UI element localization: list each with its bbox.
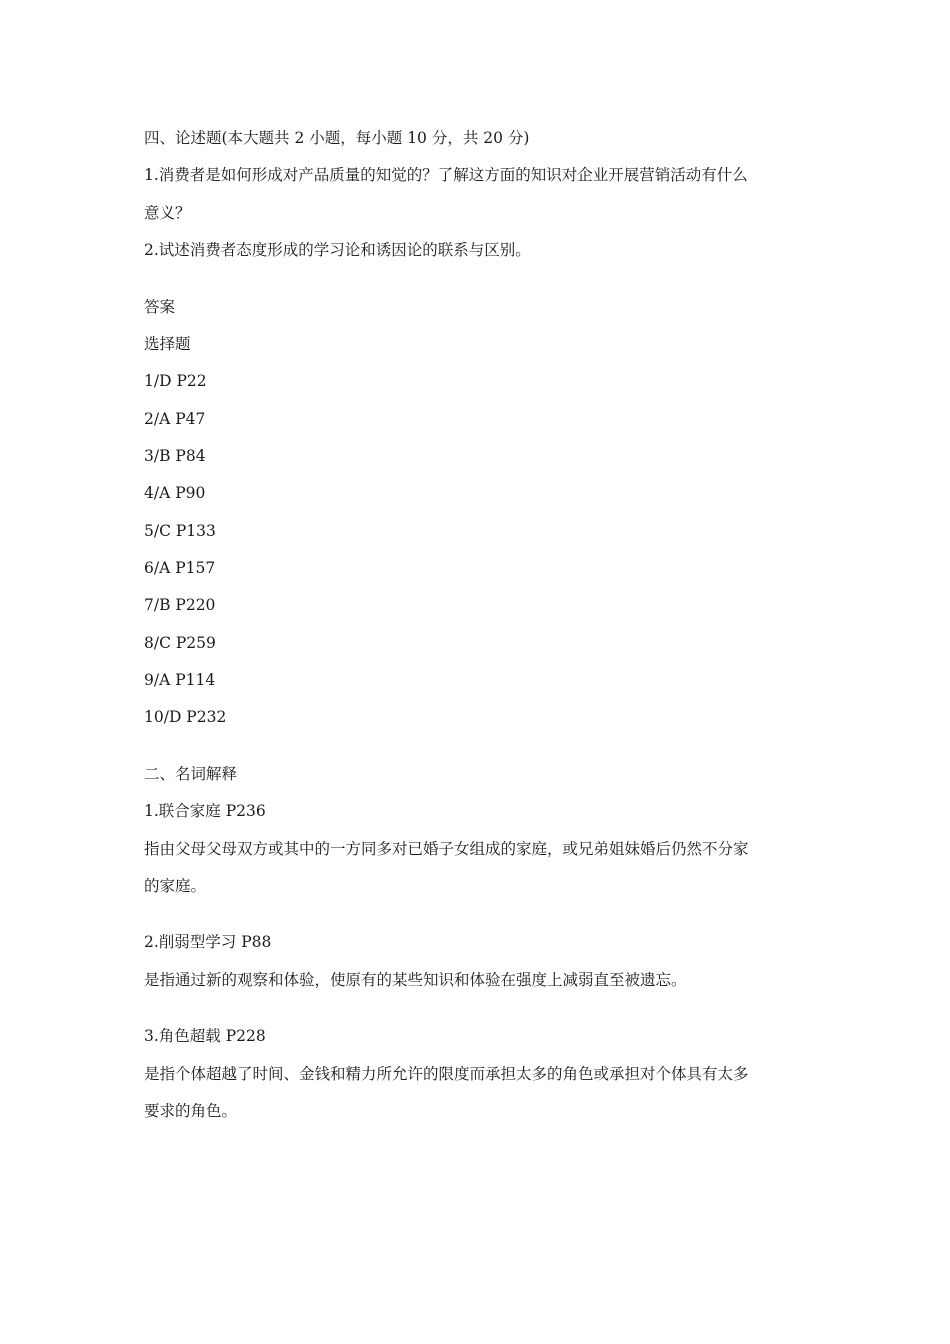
choice-answer-item: 10/D P232	[144, 708, 227, 726]
answers-heading: 答案	[144, 298, 176, 316]
term-title: 1.联合家庭 P236	[144, 802, 266, 820]
term-title: 2.削弱型学习 P88	[144, 933, 272, 951]
choice-answer-item: 1/D P22	[144, 372, 207, 390]
choice-answer-item: 5/C P133	[144, 522, 216, 540]
term-title: 3.角色超载 P228	[144, 1027, 266, 1045]
term-definition-line-1: 是指通过新的观察和体验，使原有的某些知识和体验在强度上减弱直至被遗忘。	[144, 971, 687, 989]
choice-answer-item: 7/B P220	[144, 596, 216, 614]
choice-answer-item: 8/C P259	[144, 634, 216, 652]
choice-answer-item: 2/A P47	[144, 410, 206, 428]
term-definition-line-2: 的家庭。	[144, 877, 207, 895]
term-definition-line-2: 要求的角色。	[144, 1102, 238, 1120]
term-definition-line-1: 是指个体超越了时间、金钱和精力所允许的限度而承担太多的角色或承担对个体具有太多	[144, 1065, 749, 1083]
terms-section-heading: 二、名词解释	[144, 765, 238, 783]
choice-answer-item: 4/A P90	[144, 484, 206, 502]
essay-question-2: 2.试述消费者态度形成的学习论和诱因论的联系与区别。	[144, 241, 531, 259]
choice-answer-item: 6/A P157	[144, 559, 216, 577]
term-definition-line-1: 指由父母父母双方或其中的一方同多对已婚子女组成的家庭，或兄弟姐妹婚后仍然不分家	[144, 840, 749, 858]
essay-question-1-line-1: 1.消费者是如何形成对产品质量的知觉的？了解这方面的知识对企业开展营销活动有什么	[144, 166, 748, 184]
essay-question-1-line-2: 意义？	[144, 204, 191, 222]
essay-section-heading: 四、论述题(本大题共 2 小题，每小题 10 分，共 20 分)	[144, 129, 530, 147]
choice-answer-item: 3/B P84	[144, 447, 206, 465]
choice-answer-item: 9/A P114	[144, 671, 216, 689]
choice-section-heading: 选择题	[144, 335, 191, 353]
